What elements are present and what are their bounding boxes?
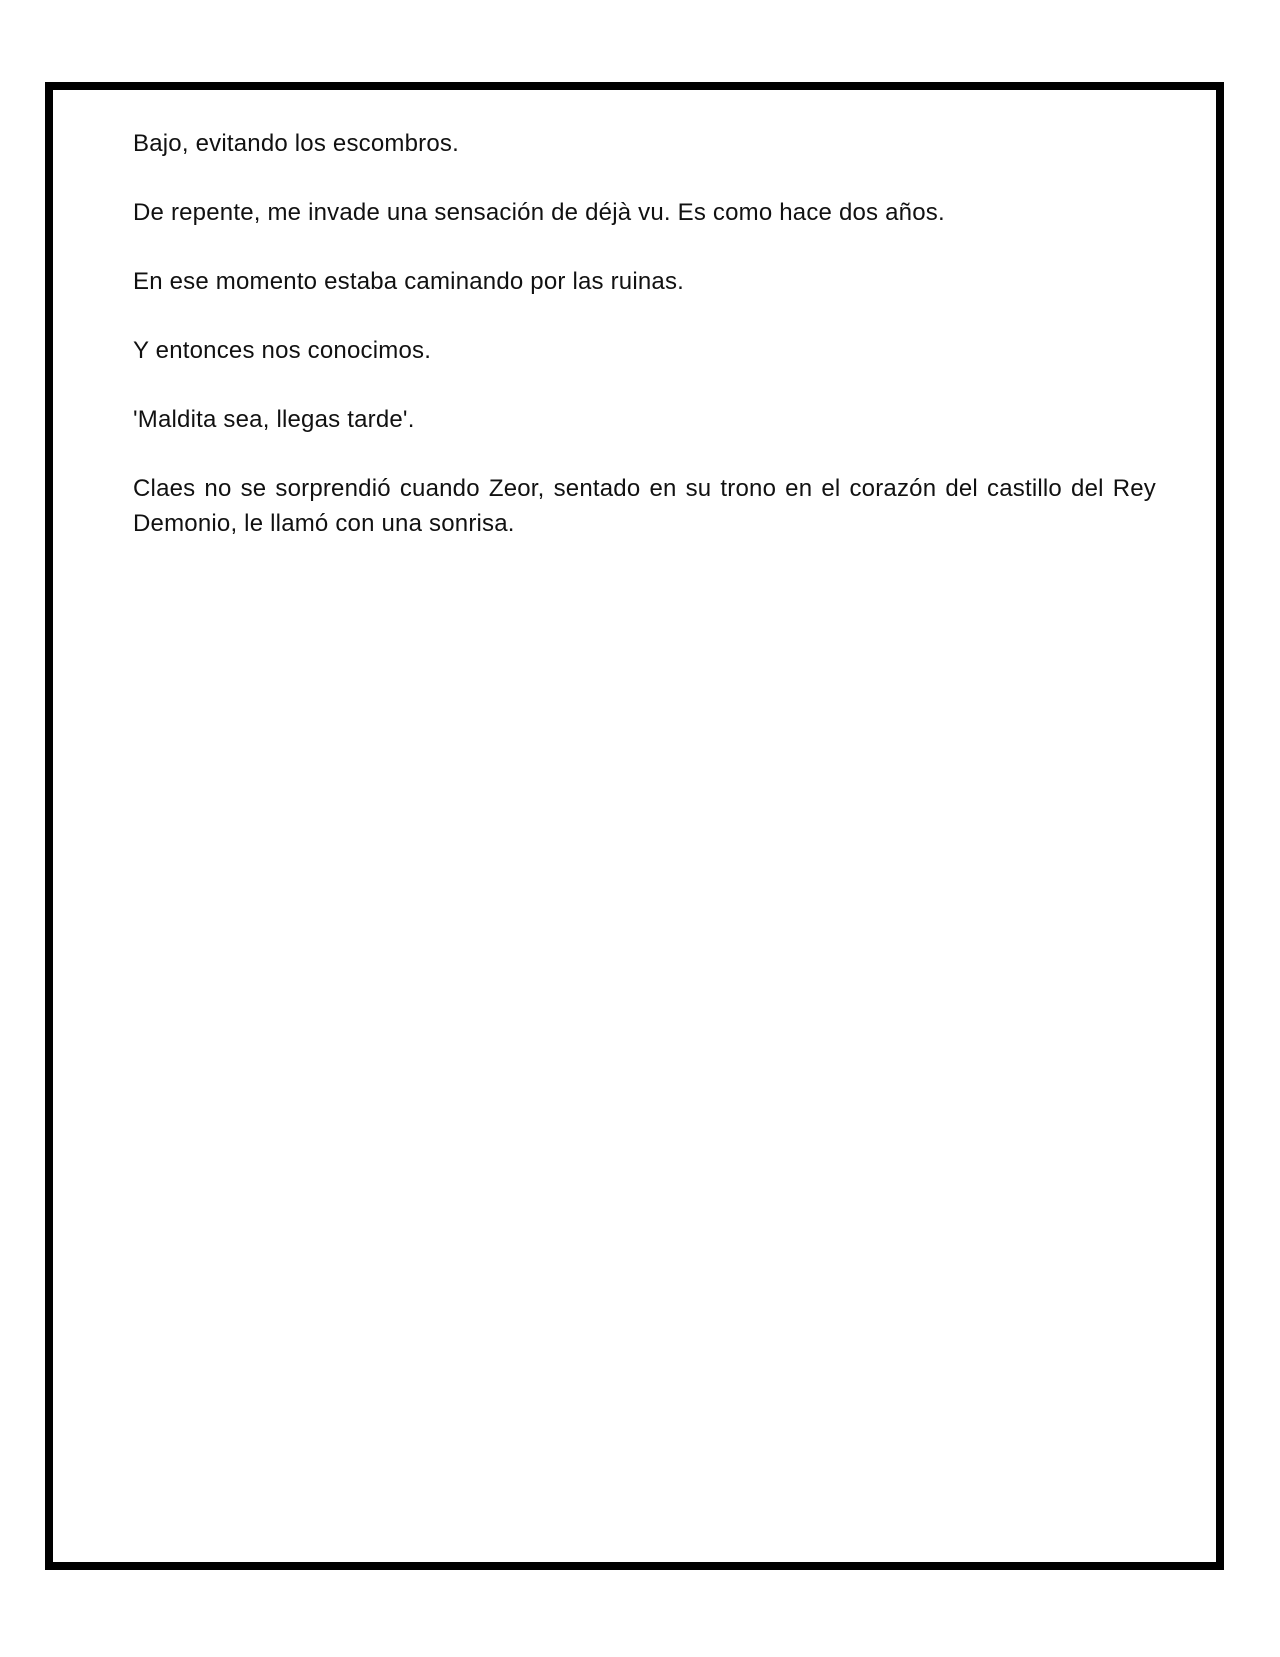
paragraph-2: De repente, me invade una sensación de déjà vu. Es como hace dos años. — [133, 199, 945, 226]
paragraph-1: Bajo, evitando los escombros. — [133, 130, 459, 157]
paragraph-3: En ese momento estaba caminando por las ruinas. — [133, 268, 685, 295]
page-frame — [45, 82, 1224, 1570]
paragraph-6: Claes no se sorprendió cuando Zeor, sentado en su trono en el corazón del castillo del Rey Demonio, le llamó con una sonrisa. — [133, 475, 1156, 537]
text-body — [133, 126, 1156, 575]
paragraph-5: 'Maldita sea, llegas tarde'. — [133, 406, 415, 433]
paragraph-4: Y entonces nos conocimos. — [133, 337, 432, 364]
